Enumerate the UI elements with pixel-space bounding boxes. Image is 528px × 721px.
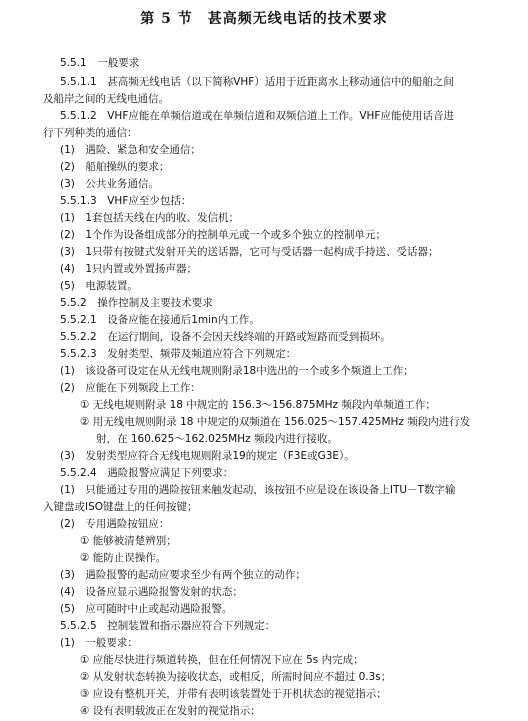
sub-list-item: ② 用无线电规则附录 18 中规定的双频道在 156.025～157.425MHz 频段内进行发 bbox=[80, 416, 471, 428]
paragraph-line: 5.5.1.1 甚高频无线电话（以下简称VHF）适用于近距离水上移动通信中的船舶之间 bbox=[60, 76, 454, 88]
list-item: (2) 应能在下列频段上工作： bbox=[60, 382, 201, 394]
list-item: (1) 遇险、紧急和安全通信； bbox=[60, 144, 201, 156]
list-item: (3) 公共业务通信。 bbox=[60, 178, 159, 190]
sub-list-item: ③ 应设有整机开关，并带有表明该装置处于开机状态的视觉指示； bbox=[80, 688, 387, 700]
paragraph-line: 5.5.2.2 在运行期间，设备不会因天线终端的开路或短路而受到损坏。 bbox=[60, 331, 391, 343]
list-item: (1) 1套包括天线在内的收、发信机； bbox=[60, 212, 240, 224]
list-item: (5) 应可随时中止或起动遇险报警。 bbox=[60, 603, 233, 615]
list-item: (1) 该设备可设定在从无线电规则附录18中选出的一个或多个频道上工作； bbox=[60, 365, 414, 377]
list-item: (2) 船舶操纵的要求； bbox=[60, 161, 170, 173]
list-item: (1) 只能通过专用的遇险按钮来触发起动，该按钮不应是设在该设备上ITU－T数字输 bbox=[60, 484, 456, 496]
heading-5-5-2: 5.5.2 操作控制及主要技术要求 bbox=[60, 297, 213, 309]
sub-list-item: ① 应能尽快进行频道转换，但在任何情况下应在 5s 内完成； bbox=[80, 654, 364, 666]
paragraph-line: 5.5.2.1 设备应能在接通后1min内工作。 bbox=[60, 314, 260, 326]
paragraph-line: 行下列种类的通信： bbox=[43, 127, 138, 139]
heading-5-5-1: 5.5.1 一般要求 bbox=[60, 57, 140, 69]
list-item: (3) 遇险报警的起动应要求至少有两个独立的动作； bbox=[60, 569, 306, 581]
sub-list-item-continued: 射，在 160.625～162.025MHz 频段内进行接收。 bbox=[96, 433, 338, 445]
list-item: (3) 发射类型应符合无线电规则附录19的规定（F3E或G3E）。 bbox=[60, 450, 355, 462]
sub-list-item: ④ 设有表明载波正在发射的视觉指示； bbox=[80, 705, 261, 717]
sub-list-item: ② 能防止误操作。 bbox=[80, 552, 167, 564]
section-title: 第 5 节 甚高频无线电话的技术要求 bbox=[140, 11, 388, 27]
paragraph-line: 5.5.2.3 发射类型、频带及频道应符合下列规定： bbox=[60, 348, 297, 360]
paragraph-line: 及船岸之间的无线电通信。 bbox=[43, 93, 169, 105]
list-item: (4) 1只内置或外置扬声器； bbox=[60, 263, 198, 275]
paragraph-line: 5.5.1.2 VHF应能在单频信道或在单频信道和双频信道上工作。VHF应能使用话音进 bbox=[60, 110, 454, 122]
list-item: (4) 设备应显示遇险报警发射的状态； bbox=[60, 586, 243, 598]
paragraph-line: 5.5.2.5 控制装置和指示器应符合下列规定： bbox=[60, 620, 276, 632]
sub-list-item: ② 从发射状态转换为接收状态，或相反，所需时间应不超过 0.3s； bbox=[80, 671, 392, 683]
sub-list-item: ① 无线电规则附录 18 中规定的 156.3～156.875MHz 频段内单频道工作； bbox=[80, 399, 436, 411]
sub-list-item: ① 能够被清楚辨别； bbox=[80, 535, 177, 547]
list-item: (3) 1只带有按键式发射开关的送话器，它可与受话器一起构成手持送、受话器； bbox=[60, 246, 439, 258]
list-item: (5) 电源装置。 bbox=[60, 280, 138, 292]
list-item: (2) 专用遇险按钮应： bbox=[60, 518, 170, 530]
paragraph-line: 5.5.1.3 VHF应至少包括： bbox=[60, 195, 192, 207]
list-item: (1) 一般要求： bbox=[60, 637, 138, 649]
list-item-continued: 入键盘或ISO键盘上的任何按键； bbox=[43, 501, 198, 513]
list-item: (2) 1个作为设备组成部分的控制单元或一个或多个独立的控制单元； bbox=[60, 229, 387, 241]
paragraph-line: 5.5.2.4 遇险报警应满足下列要求： bbox=[60, 467, 234, 479]
